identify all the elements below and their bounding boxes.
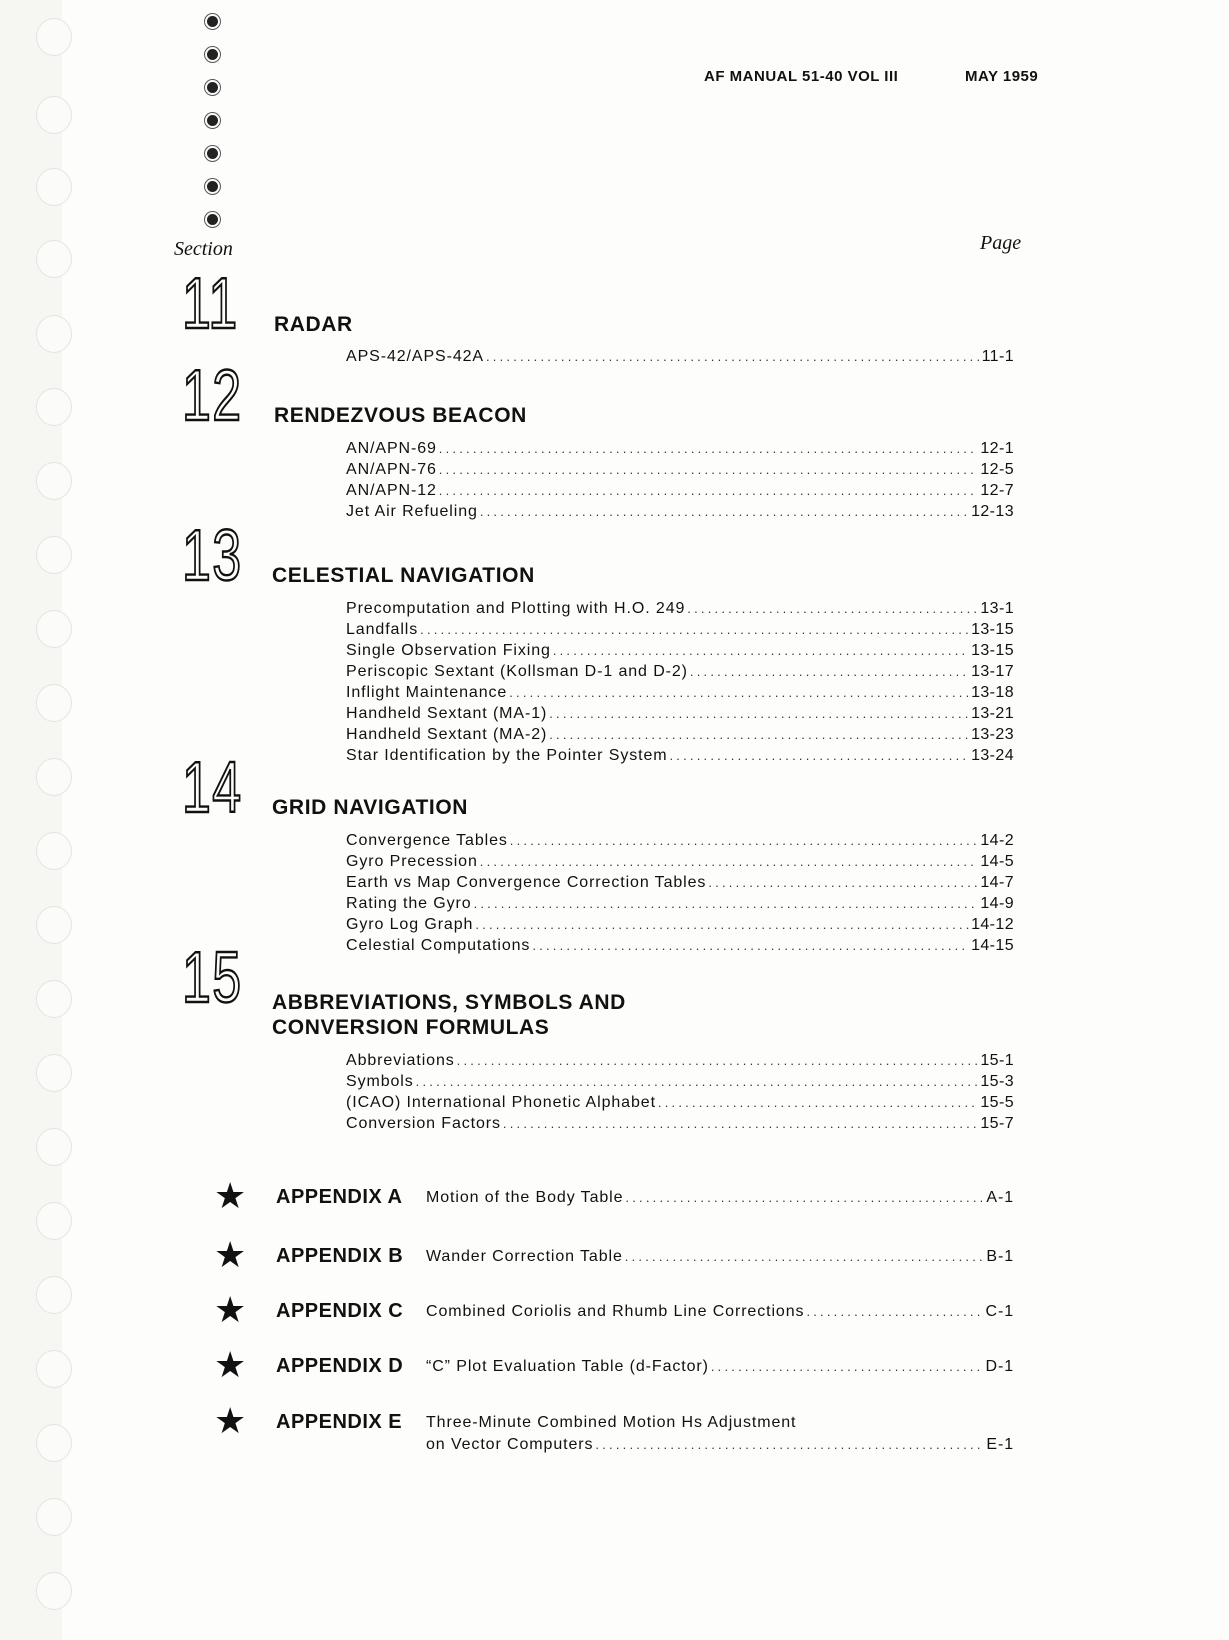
- binder-hole: [36, 906, 72, 944]
- binder-hole: [36, 536, 72, 574]
- toc-entry[interactable]: [346, 348, 1014, 369]
- section-number: 11: [182, 264, 239, 344]
- toc-entry[interactable]: [346, 642, 1014, 663]
- toc-entry-page: 15-7: [980, 1115, 1014, 1132]
- toc-entry-page: 12-1: [980, 440, 1014, 457]
- binder-hole: [36, 315, 72, 353]
- dot-leader: [625, 1190, 984, 1205]
- toc-entry[interactable]: [346, 747, 1014, 768]
- toc-entry[interactable]: [346, 1094, 1014, 1115]
- toc-entry-title: Landfalls: [346, 621, 419, 638]
- toc-entry[interactable]: [346, 705, 1014, 726]
- toc-entry-title: Periscopic Sextant (Kollsman D-1 and D-2): [346, 663, 688, 680]
- appendix-page: E-1: [986, 1436, 1014, 1453]
- appendix-entry[interactable]: [214, 1400, 1014, 1461]
- dot-leader: [549, 727, 969, 742]
- binder-hole: [36, 1276, 72, 1314]
- toc-entry[interactable]: [346, 1115, 1014, 1136]
- binder-hole: [36, 610, 72, 648]
- toc-entry[interactable]: [346, 916, 1014, 937]
- binder-hole: [36, 1572, 72, 1610]
- change-bar-dot: [207, 148, 218, 159]
- star-icon: ★: [214, 1289, 247, 1330]
- star-icon: ★: [214, 1344, 247, 1385]
- dot-leader: [687, 601, 978, 616]
- toc-entry-page: 14-7: [980, 874, 1014, 891]
- appendix-entry[interactable]: [214, 1175, 1014, 1216]
- appendix-entry[interactable]: [214, 1234, 1014, 1275]
- dot-leader: [553, 643, 969, 658]
- appendix-page: C-1: [985, 1303, 1014, 1320]
- dot-leader: [806, 1304, 983, 1319]
- toc-entry-page: 15-1: [980, 1052, 1014, 1069]
- toc-entry-title: Handheld Sextant (MA-1): [346, 705, 548, 722]
- toc-entry-title: (ICAO) International Phonetic Alphabet: [346, 1094, 656, 1111]
- toc-entry-title: Inflight Maintenance: [346, 684, 508, 701]
- manual-date: MAY 1959: [965, 68, 1039, 85]
- toc-entry-title: Precomputation and Plotting with H.O. 249: [346, 600, 686, 617]
- appendix-title: Combined Coriolis and Rhumb Line Corrections: [426, 1303, 805, 1320]
- appendix-page: A-1: [986, 1189, 1014, 1206]
- toc-entry-page: 13-24: [971, 747, 1014, 764]
- appendix-title: “C” Plot Evaluation Table (d-Factor): [426, 1358, 709, 1375]
- appendix-label: APPENDIX E: [276, 1411, 403, 1433]
- toc-entry-title: Jet Air Refueling: [346, 503, 478, 520]
- dot-leader: [510, 833, 979, 848]
- toc-entry-page: 13-23: [971, 726, 1014, 743]
- toc-entry-page: 12-13: [971, 503, 1014, 520]
- section-title: RADAR: [274, 313, 353, 336]
- appendix-label: APPENDIX D: [276, 1355, 404, 1377]
- toc-entry-title: Convergence Tables: [346, 832, 508, 849]
- toc-entry[interactable]: [346, 832, 1014, 853]
- toc-entry-page: 13-15: [971, 621, 1014, 638]
- section-number: 15: [182, 938, 243, 1018]
- change-bar-dot: [207, 49, 218, 60]
- dot-leader: [532, 938, 969, 953]
- toc-entry-page: 14-12: [971, 916, 1014, 933]
- toc-entry-page: 12-5: [980, 461, 1014, 478]
- appendix-title-line1: Three-Minute Combined Motion Hs Adjustment: [426, 1414, 797, 1431]
- toc-entry-title: Rating the Gyro: [346, 895, 472, 912]
- binder-hole: [36, 684, 72, 722]
- section-title: RENDEZVOUS BEACON: [274, 404, 527, 427]
- toc-entry-page: 14-15: [971, 937, 1014, 954]
- dot-leader: [480, 854, 979, 869]
- toc-entry[interactable]: [346, 684, 1014, 705]
- binder-hole: [36, 1054, 72, 1092]
- toc-entry[interactable]: [346, 853, 1014, 874]
- toc-entry[interactable]: [346, 1073, 1014, 1094]
- dot-leader: [690, 664, 969, 679]
- dot-leader: [486, 349, 980, 364]
- appendix-title: Motion of the Body Table: [426, 1189, 624, 1206]
- appendix-label: APPENDIX C: [276, 1300, 404, 1322]
- toc-entry-page: 15-3: [980, 1073, 1014, 1090]
- binder-hole: [36, 18, 72, 56]
- toc-entry[interactable]: [346, 621, 1014, 642]
- change-bar-dot: [207, 181, 218, 192]
- section-number: 13: [182, 516, 243, 596]
- dot-leader: [509, 685, 969, 700]
- binder-hole: [36, 1202, 72, 1240]
- dot-leader: [439, 483, 979, 498]
- toc-entry[interactable]: [346, 663, 1014, 684]
- star-icon: ★: [214, 1400, 247, 1441]
- binder-hole: [36, 388, 72, 426]
- toc-entry-title: Symbols: [346, 1073, 414, 1090]
- toc-entry-page: 13-17: [971, 663, 1014, 680]
- toc-entry-page: 13-15: [971, 642, 1014, 659]
- toc-entry[interactable]: [346, 503, 1014, 524]
- page-column-label: Page: [980, 232, 1022, 254]
- binder-hole: [36, 96, 72, 134]
- dot-leader: [416, 1074, 979, 1089]
- dot-leader: [658, 1095, 978, 1110]
- appendix-page: B-1: [986, 1248, 1014, 1265]
- toc-entry[interactable]: [346, 874, 1014, 895]
- dot-leader: [711, 1359, 984, 1374]
- appendix-page: D-1: [985, 1358, 1014, 1375]
- change-bar-dot: [207, 82, 218, 93]
- toc-entry-page: 13-1: [980, 600, 1014, 617]
- toc-entry-title: Conversion Factors: [346, 1115, 501, 1132]
- toc-entry-title: APS-42/APS-42A: [346, 348, 484, 365]
- toc-entry-title: Star Identification by the Pointer System: [346, 747, 668, 764]
- dot-leader: [503, 1116, 978, 1131]
- star-icon: ★: [214, 1175, 247, 1216]
- toc-entry-title: AN/APN-69: [346, 440, 437, 457]
- toc-entry-page: 13-21: [971, 705, 1014, 722]
- dot-leader: [475, 917, 969, 932]
- toc-entry[interactable]: [346, 461, 1014, 482]
- toc-entry-page: 15-5: [980, 1094, 1014, 1111]
- toc-entry-title: Gyro Log Graph: [346, 916, 474, 933]
- dot-leader: [439, 462, 979, 477]
- toc-entry[interactable]: [346, 895, 1014, 916]
- toc-entry[interactable]: [346, 726, 1014, 747]
- toc-entry-page: 12-7: [980, 482, 1014, 499]
- toc-entry-title: Celestial Computations: [346, 937, 531, 954]
- dot-leader: [480, 504, 969, 519]
- toc-entry-page: 13-18: [971, 684, 1014, 701]
- section-title-line1: ABBREVIATIONS, SYMBOLS AND: [272, 991, 626, 1014]
- appendix-entry[interactable]: [214, 1289, 1014, 1330]
- appendix-entry[interactable]: [214, 1344, 1014, 1385]
- appendix-title-line2: on Vector Computers: [426, 1436, 594, 1453]
- appendix-label: APPENDIX A: [276, 1186, 403, 1208]
- toc-entry-title: AN/APN-12: [346, 482, 437, 499]
- toc-entry-title: Handheld Sextant (MA-2): [346, 726, 548, 743]
- section-number: 14: [182, 748, 243, 828]
- appendix-label: APPENDIX B: [276, 1245, 404, 1267]
- toc-entry[interactable]: [346, 482, 1014, 503]
- toc-entry-page: 14-5: [980, 853, 1014, 870]
- dot-leader: [595, 1437, 984, 1452]
- binder-hole: [36, 980, 72, 1018]
- binder-hole: [36, 1350, 72, 1388]
- change-bar-dot: [207, 214, 218, 225]
- binder-hole: [36, 832, 72, 870]
- section-title-line2: CONVERSION FORMULAS: [272, 1016, 550, 1039]
- toc-entry-page: 14-2: [980, 832, 1014, 849]
- toc-entry[interactable]: [346, 1052, 1014, 1073]
- toc-entry-page: 11-1: [981, 348, 1014, 365]
- appendix-title: Wander Correction Table: [426, 1248, 623, 1265]
- section-number: 12: [182, 356, 243, 436]
- toc-entry-title: AN/APN-76: [346, 461, 437, 478]
- dot-leader: [549, 706, 969, 721]
- binder-hole: [36, 1424, 72, 1462]
- toc-entry[interactable]: [346, 600, 1014, 621]
- binder-hole: [36, 462, 72, 500]
- toc-entry-title: Earth vs Map Convergence Correction Tables: [346, 874, 707, 891]
- binder-hole: [36, 1498, 72, 1536]
- toc-entry[interactable]: [346, 937, 1014, 958]
- dot-leader: [439, 441, 979, 456]
- toc-entry-title: Gyro Precession: [346, 853, 478, 870]
- dot-leader: [420, 622, 969, 637]
- change-bar-dot: [207, 115, 218, 126]
- binder-hole: [36, 240, 72, 278]
- manual-title: AF MANUAL 51-40 VOL III: [704, 68, 899, 85]
- section-column-label: Section: [174, 238, 233, 260]
- toc-entry[interactable]: [346, 440, 1014, 461]
- binder-hole: [36, 1128, 72, 1166]
- toc-entry-page: 14-9: [980, 895, 1014, 912]
- toc-entry-title: Single Observation Fixing: [346, 642, 551, 659]
- toc-entry-title: Abbreviations: [346, 1052, 455, 1069]
- section-title: CELESTIAL NAVIGATION: [272, 564, 535, 587]
- binder-hole: [36, 168, 72, 206]
- change-bar-dot: [207, 16, 218, 27]
- dot-leader: [625, 1249, 985, 1264]
- dot-leader: [457, 1053, 979, 1068]
- star-icon: ★: [214, 1234, 247, 1275]
- dot-leader: [474, 896, 979, 911]
- section-title: GRID NAVIGATION: [272, 796, 469, 819]
- binder-hole: [36, 758, 72, 796]
- dot-leader: [708, 875, 978, 890]
- dot-leader: [670, 748, 970, 763]
